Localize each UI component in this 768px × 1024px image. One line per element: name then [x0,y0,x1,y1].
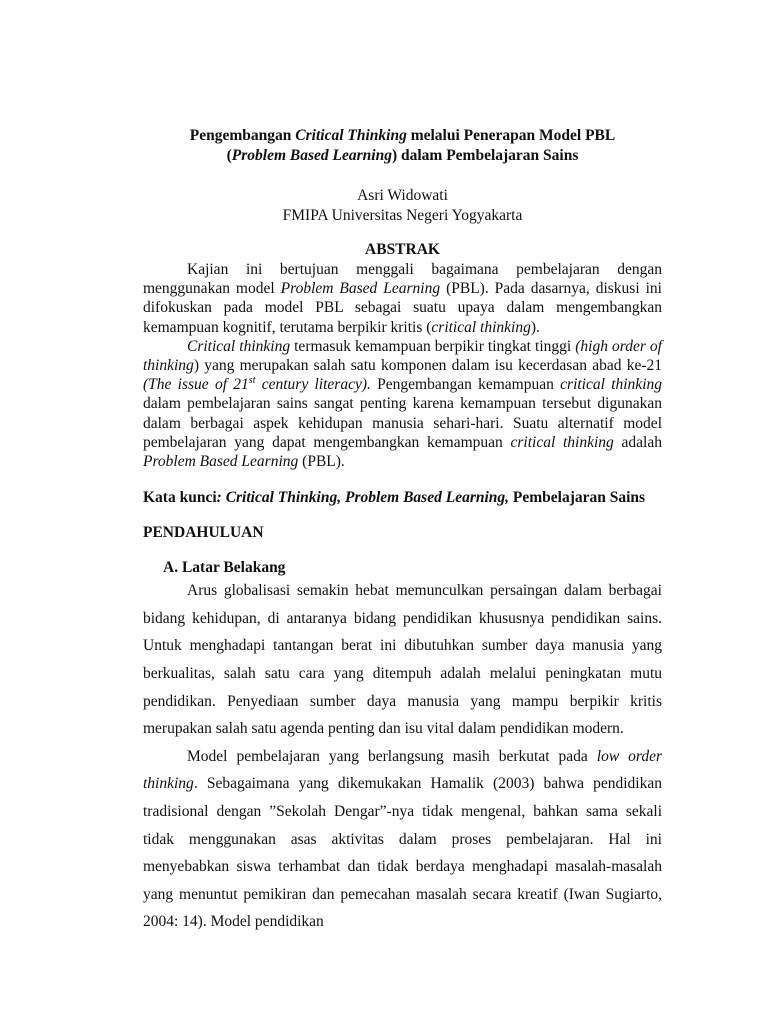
body-text [143,577,662,936]
document-page [143,126,662,936]
title-line-1: Pengembangan Critical Thinking melalui Penerapan Model PBL [189,127,616,144]
author-block [143,186,662,226]
title-line-2: (Problem Based Learning) dalam Pembelajaran Sains [226,147,579,164]
section-heading: PENDAHULUAN [143,524,264,542]
author-affiliation: FMIPA Universitas Negeri Yogyakarta [282,207,523,224]
subsection-heading: A. Latar Belakang [163,559,286,577]
abstract-section [143,240,662,471]
body-paragraph-2: Model pembelajaran yang berlangsung masih berkutat pada low order thinking. Sebagaimana yang dikemukakan Hamalik (2003) bahwa pendidikan tradisional dengan ”Sekolah Dengar”-nya tidak mengenal, bahkan sama sekali tidak menggunakan asas aktivitas dalam proses pembelajaran. Hal ini menyebabkan siswa terhambat dan tidak berdaya menghadapi masalah-masalah yang menuntut pemikiran dan pemecahan masalah secara kreatif (Iwan Sugiarto, 2004: 14). Model pendidikan [143,747,663,931]
abstract-heading: ABSTRAK [365,241,440,258]
paper-title [143,126,662,166]
body-paragraph-1: Arus globalisasi semakin hebat memunculkan persaingan dalam berbagai bidang kehidupan, di antaranya bidang pendidikan khususnya pendidikan sains. Untuk menghadapi tantangan berat ini dibutuhkan sumber daya manusia yang berkualitas, salah satu cara yang ditempuh adalah melalui peningkatan mutu pendidikan. Penyediaan sumber daya manusia yang mampu berpikir kritis merupakan salah satu agenda penting dan isu vital dalam pendidikan modern. [143,582,662,738]
abstract-paragraph-2: Critical thinking termasuk kemampuan berpikir tingkat tinggi (high order of thinking) yang merupakan salah satu komponen dalam isu kecerdasan abad ke-21 (The issue of 21st century literacy). Pengembangan kemampuan critical thinking dalam pembelajaran sains sangat penting karena kemampuan tersebut digunakan dalam berbagai aspek kehidupan manusia sehari-hari. Suatu alternatif model pembelajaran yang dapat mengembangkan kemampuan critical thinking adalah Problem Based Learning (PBL). [143,337,662,471]
keywords-line: Kata kunci: Critical Thinking, Problem Based Learning, Pembelajaran Sains [143,489,646,507]
abstract-paragraph-1: Kajian ini bertujuan menggali bagaimana pembelajaran dengan menggunakan model Problem Based Learning (PBL). Pada dasarnya, diskusi ini difokuskan pada model PBL sebagai suatu upaya dalam mengembangkan kemampuan kognitif, terutama berpikir kritis (critical thinking). [143,261,662,336]
author-name: Asri Widowati [357,187,448,204]
